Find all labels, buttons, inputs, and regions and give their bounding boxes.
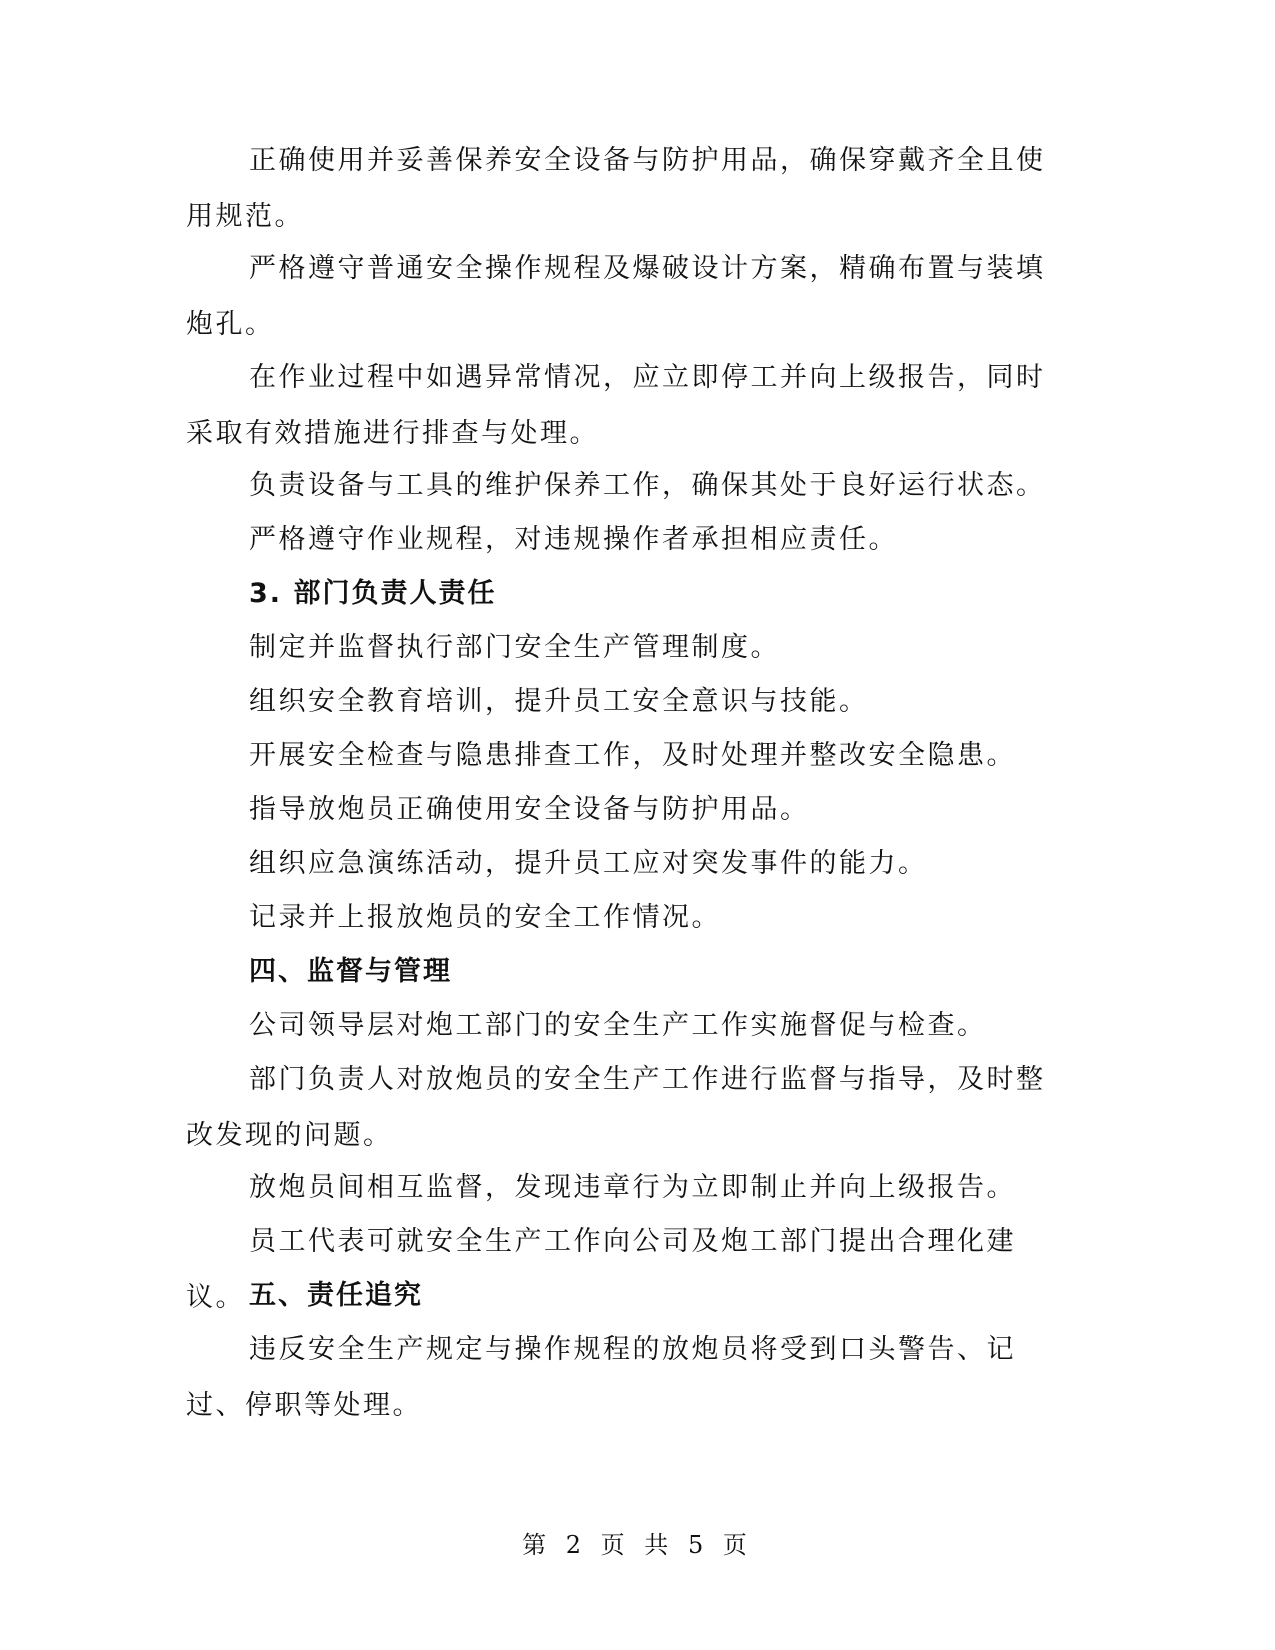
paragraph-leadership-inspection: 公司领导层对炮工部门的安全生产工作实施督促与检查。	[249, 1010, 987, 1041]
paragraph-mutual-supervision: 放炮员间相互监督，发现违章行为立即制止并向上级报告。	[249, 1172, 1016, 1203]
paragraph-management-system: 制定并监督执行部门安全生产管理制度。	[249, 632, 780, 663]
paragraph-abnormal-situations: 在作业过程中如遇异常情况，应立即停工并向上级报告，同时采取有效措施进行排查与处理。	[186, 362, 1046, 449]
paragraph-operating-rules: 严格遵守作业规程，对违规操作者承担相应责任。	[249, 524, 898, 555]
paragraph-department-supervision: 部门负责人对放炮员的安全生产工作进行监督与指导，及时整改发现的问题。	[186, 1064, 1046, 1151]
section-heading-department-head: 3. 部门负责人责任	[249, 578, 497, 609]
paragraph-employee-suggestions: 员工代表可就安全生产工作向公司及炮工部门提出合理化建议。	[186, 1226, 1016, 1313]
section-heading-accountability: 五、责任追究	[249, 1280, 423, 1311]
section-heading-supervision: 四、监督与管理	[249, 956, 452, 987]
paragraph-safety-inspection: 开展安全检查与隐患排查工作，及时处理并整改安全隐患。	[249, 740, 1016, 771]
page-number-footer: 第 2 页 共 5 页	[522, 1531, 753, 1559]
paragraph-blasting-design: 严格遵守普通安全操作规程及爆破设计方案，精确布置与装填炮孔。	[186, 253, 1046, 340]
paragraph-emergency-drills: 组织应急演练活动，提升员工应对突发事件的能力。	[249, 848, 928, 879]
paragraph-guide-equipment-use: 指导放炮员正确使用安全设备与防护用品。	[249, 794, 810, 825]
paragraph-violation-penalties: 违反安全生产规定与操作规程的放炮员将受到口头警告、记过、停职等处理。	[186, 1334, 1016, 1421]
paragraph-record-report: 记录并上报放炮员的安全工作情况。	[249, 902, 721, 933]
paragraph-safety-training: 组织安全教育培训，提升员工安全意识与技能。	[249, 686, 869, 717]
paragraph-protective-equipment: 正确使用并妥善保养安全设备与防护用品，确保穿戴齐全且使用规范。	[186, 145, 1046, 232]
paragraph-equipment-maintenance: 负责设备与工具的维护保养工作，确保其处于良好运行状态。	[249, 470, 1046, 501]
